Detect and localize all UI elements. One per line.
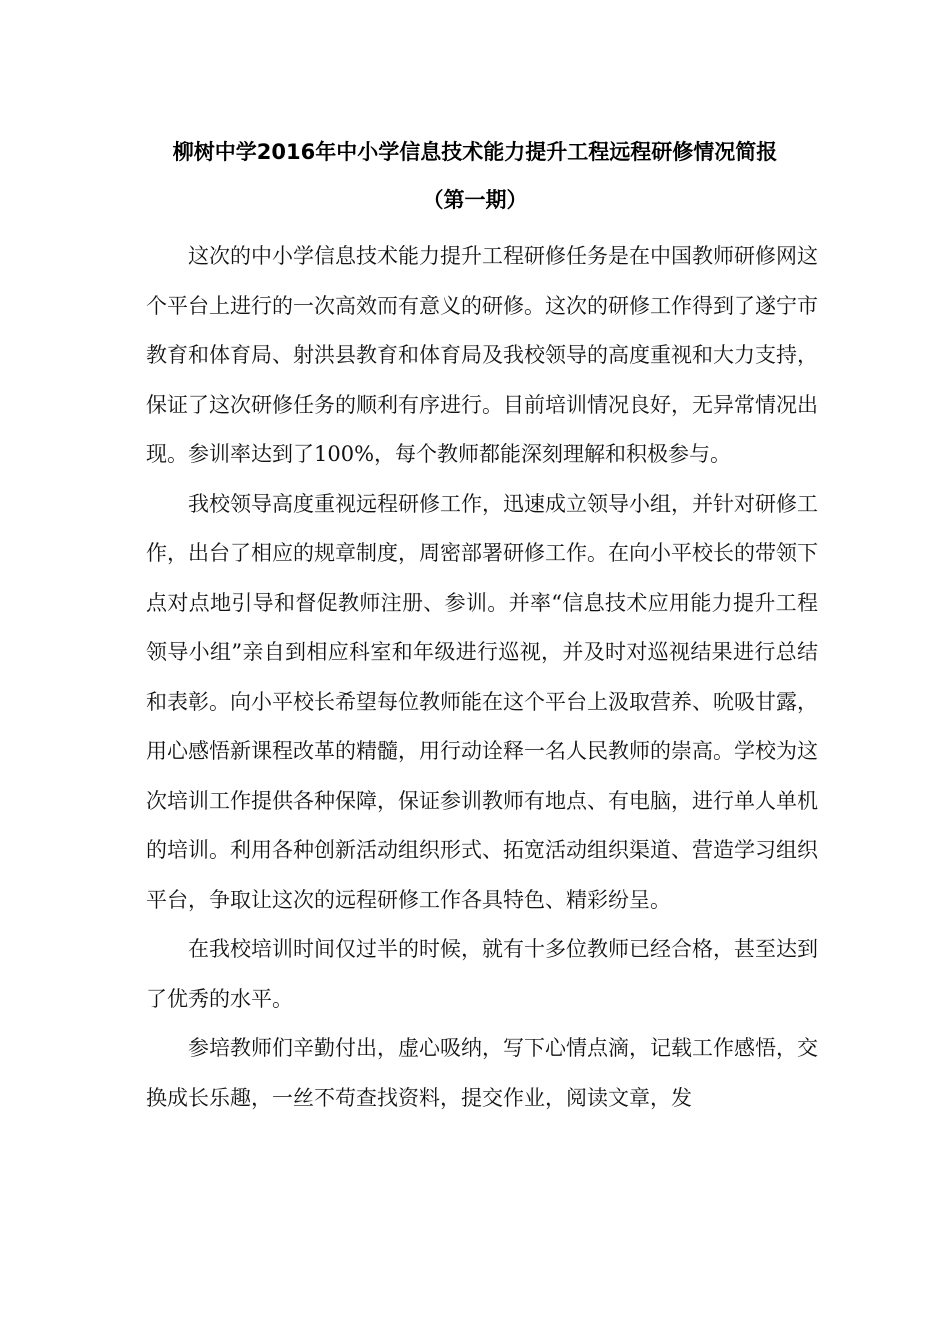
paragraph-1: 这次的中小学信息技术能力提升工程研修任务是在中国教师研修网这个平台上进行的一次高效而有意义的研修。这次的研修工作得到了遂宁市教育和体育局、射洪县教育和体育局及我校领导的高度重视和大力支持，保证了这次研修任务的顺利有序进行。目前培训情况良好，无异常情况出现。参训率达到了100%，每个教师都能深刻理解和积极参与。	[146, 244, 818, 466]
paragraph-4: 参培教师们辛勤付出，虚心吸纳，写下心情点滴，记载工作感悟，交换成长乐趣，一丝不苟查找资料，提交作业，阅读文章，发	[146, 1036, 818, 1110]
document-body	[146, 232, 818, 1123]
document-title: 柳树中学2016年中小学信息技术能力提升工程远程研修情况简报	[172, 140, 778, 164]
document-subtitle: （第一期）	[422, 188, 528, 212]
paragraph-2: 我校领导高度重视远程研修工作，迅速成立领导小组，并针对研修工作，出台了相应的规章制度，周密部署研修工作。在向小平校长的带领下点对点地引导和督促教师注册、参训。并率“信息技术应用能力提升工程领导小组”亲自到相应科室和年级进行巡视，并及时对巡视结果进行总结和表彰。向小平校长希望每位教师能在这个平台上汲取营养、吮吸甘露，用心感悟新课程改革的精髓，用行动诠释一名人民教师的崇高。学校为这次培训工作提供各种保障，保证参训教师有地点、有电脑，进行单人单机的培训。利用各种创新活动组织形式、拓宽活动组织渠道、营造学习组织平台，争取让这次的远程研修工作各具特色、精彩纷呈。	[146, 491, 818, 912]
paragraph-3: 在我校培训时间仅过半的时候，就有十多位教师已经合格，甚至达到了优秀的水平。	[146, 937, 818, 1011]
